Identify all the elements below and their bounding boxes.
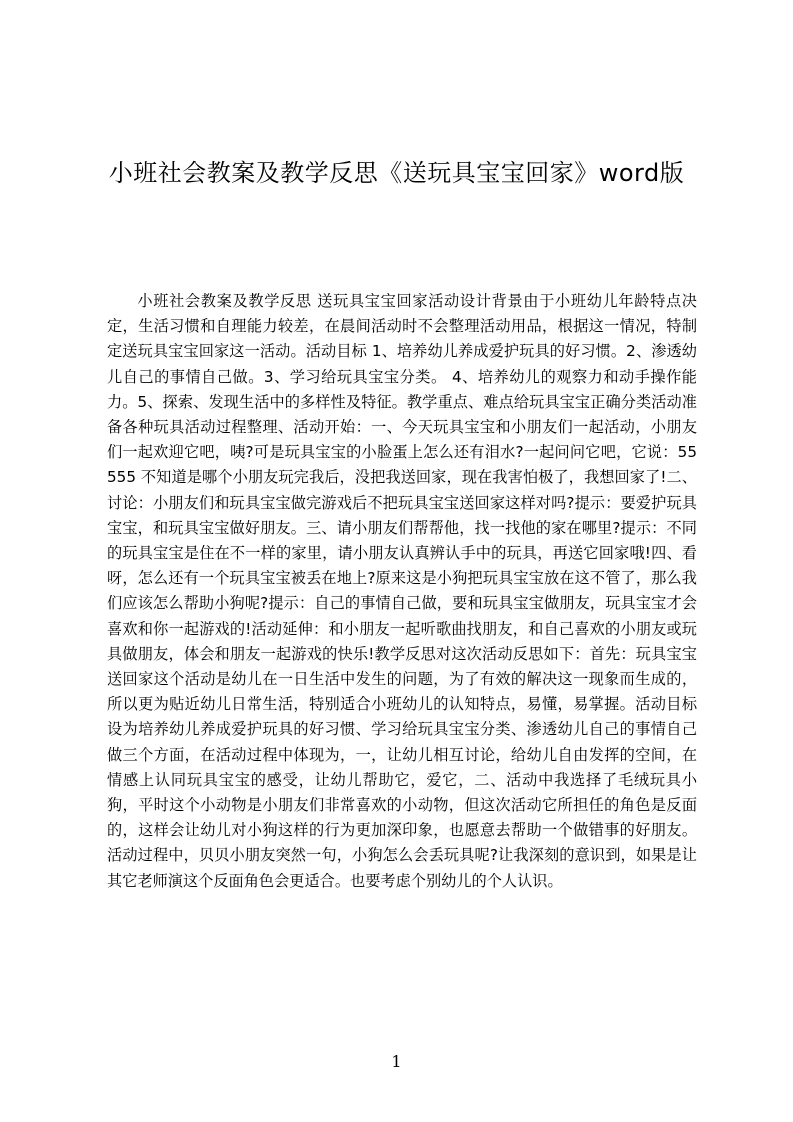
page-title: 小班社会教案及教学反思《送玩具宝宝回家》word版 [108,159,685,188]
body-paragraph: 小班社会教案及教学反思 送玩具宝宝回家活动设计背景由于小班幼儿年龄特点决定，生活习惯和自理能力较差，在晨间活动时不会整理活动用品，根据这一情况，特制定送玩具宝宝回家这一活动。活动目标 1、培养幼儿养成爱护玩具的好习惯。2、渗透幼儿自己的事情自己做。3、学习给玩具宝宝分类。 4、培养幼儿的观察力和动手操作能力。5、探索、发现生活中的多样性及特征。教学重点、难点给玩具宝宝正确分类活动准备各种玩具活动过程整理、活动开始：一、今天玩具宝宝和小朋友们一起活动，小朋友们一起欢迎它吧，咦?可是玩具宝宝的小脸蛋上怎么还有泪水?一起问问它吧，它说：55555 不知道是哪个小朋友玩完我后，没把我送回家，现在我害怕极了，我想回家了!二、讨论：小朋友们和玩具宝宝做完游戏后不把玩具宝宝送回家这样对吗?提示：要爱护玩具宝宝，和玩具宝宝做好朋友。三、请小朋友们帮帮他，找一找他的家在哪里?提示：不同的玩具宝宝是住在不一样的家里，请小朋友认真辨认手中的玩具，再送它回家哦!四、看呀，怎么还有一个玩具宝宝被丢在地上?原来这是小狗把玩具宝宝放在这不管了，那么我们应该怎么帮助小狗呢?提示：自己的事情自己做，要和玩具宝宝做朋友，玩具宝宝才会喜欢和你一起游戏的!活动延伸：和小朋友一起听歌曲找朋友，和自己喜欢的小朋友或玩具做朋友，体会和朋友一起游戏的快乐!教学反思对这次活动反思如下：首先：玩具宝宝送回家这个活动是幼儿在一日生活中发生的问题，为了有效的解决这一现象而生成的，所以更为贴近幼儿日常生活，特别适合小班幼儿的认知特点，易懂，易掌握。活动目标设为培养幼儿养成爱护玩具的好习惯、学习给玩具宝宝分类、渗透幼儿自己的事情自己做三个方面，在活动过程中体现为，一，让幼儿相互讨论，给幼儿自由发挥的空间，在情感上认同玩具宝宝的感受，让幼儿帮助它，爱它，二、活动中我选择了毛绒玩具小狗，平时这个小动物是小朋友们非常喜欢的小动物，但这次活动它所担任的角色是反面的，这样会让幼儿对小狗这样的行为更加深印象，也愿意去帮助一个做错事的好朋友。活动过程中，贝贝小朋友突然一句，小狗怎么会丢玩具呢?让我深刻的意识到，如果是让其它老师演这个反面角色会更适合。也要考虑个别幼儿的个人认识。 [107,292,697,890]
page-number: 1 [391,1052,402,1071]
